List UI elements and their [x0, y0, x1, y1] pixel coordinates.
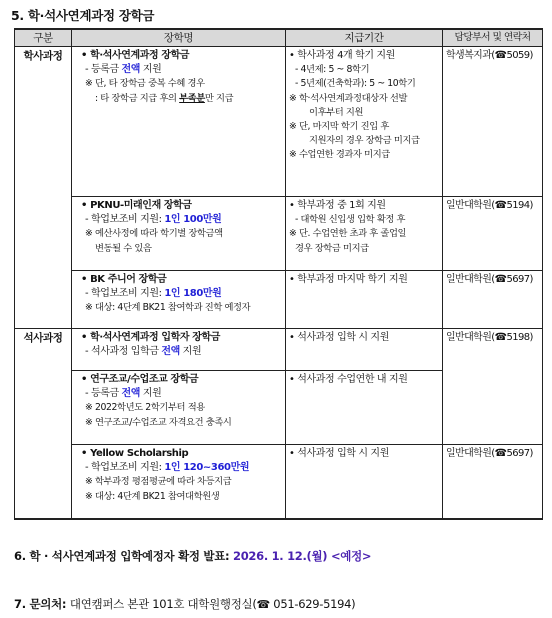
table-row [15, 47, 543, 197]
phone-icon: ☎ [256, 598, 270, 611]
item-cell [72, 47, 286, 197]
item-line: 변동될 수 있음 [95, 242, 152, 254]
item-line: - 학업보조비 지원: 1인 100만원 [85, 214, 222, 226]
table-row [15, 329, 543, 371]
item-cell [72, 271, 286, 329]
item-line: - 학업보조비 지원: 1인 180만원 [85, 288, 222, 300]
item-line: - 학업보조비 지원: 1인 120~360만원 [85, 462, 250, 474]
header-item: 장학명 [72, 29, 286, 47]
table-row [15, 445, 543, 519]
contact-cell: 학생복지과(☎5059) [443, 47, 543, 197]
period-line: ※ 단. 수업연한 초과 후 졸업일 [289, 228, 407, 240]
item-line: ※ 대상: 4단계 BK21 참여대학원생 [85, 490, 220, 502]
period-line: • 학부과정 마지막 학기 지원 [289, 274, 408, 285]
header-period: 지급기간 [286, 29, 443, 47]
scholarship-name: • 학·석사연계과정 입학자 장학금 [81, 332, 221, 343]
item-line: - 등록금 전액 지원 [85, 388, 162, 400]
period-line: ※ 학·석사연계과정대상자 선발 [289, 92, 408, 104]
item-line: ※ 예산사정에 따라 학기별 장학금액 [85, 228, 223, 240]
period-cell [286, 271, 443, 329]
item-line: : 타 장학금 지급 후의 부족분만 지급 [95, 92, 234, 104]
scholarship-name: • 학·석사연계과정 장학금 [81, 50, 190, 61]
period-line: ※ 수업연한 경과자 미지급 [289, 149, 390, 161]
category-grad: 석사과정 [15, 329, 72, 519]
contact-cell: 일반대학원(☎5198) [443, 329, 543, 445]
section-6-label: 6. 학 · 석사연계과정 입학예정자 확정 발표: [14, 549, 234, 563]
period-line: 이후부터 지원 [309, 106, 364, 118]
item-cell [72, 197, 286, 271]
contact-cell: 일반대학원(☎5697) [443, 271, 543, 329]
period-cell [286, 47, 443, 197]
period-line: • 석사과정 입학 시 지원 [289, 448, 389, 459]
scholarship-table [14, 28, 543, 520]
header-category: 구분 [15, 29, 72, 47]
table-header-row [15, 29, 543, 47]
scholarship-name: • PKNU-미래인재 장학금 [81, 200, 192, 211]
period-line: • 석사과정 수업연한 내 지원 [289, 374, 408, 385]
section-6-announcement [14, 548, 371, 564]
period-line: - 5년제(건축학과): 5 ~ 10학기 [295, 78, 416, 90]
item-cell [72, 445, 286, 519]
scholarship-name: • 연구조교/수업조교 장학금 [81, 374, 199, 385]
period-cell [286, 445, 443, 519]
item-line: ※ 대상: 4단계 BK21 참여학과 진학 예정자 [85, 302, 251, 314]
section-7-text: 대연캠퍼스 본관 101호 대학원행정실( [69, 597, 257, 611]
item-cell [72, 329, 286, 371]
period-cell [286, 197, 443, 271]
table-row [15, 197, 543, 271]
period-line: 경우 장학금 미지급 [295, 242, 369, 254]
section-7-label: 7. 문의처: [14, 597, 70, 611]
item-line: ※ 단, 타 장학금 중복 수혜 경우 [85, 78, 205, 90]
item-line: - 등록금 전액 지원 [85, 64, 162, 76]
section-6-date: 2026. 1. 12.(월) <예정> [233, 549, 372, 563]
scholarship-name: • Yellow Scholarship [81, 448, 189, 459]
item-cell [72, 371, 286, 445]
period-cell [286, 329, 443, 371]
contact-cell: 일반대학원(☎5194) [443, 197, 543, 271]
section-5-title: 5. 학·석사연계과정 장학금 [11, 8, 155, 23]
period-line: • 학사과정 4개 학기 지원 [289, 50, 395, 61]
period-line: • 학부과정 중 1회 지원 [289, 200, 386, 211]
period-cell [286, 371, 443, 445]
period-line: 지원자의 경우 장학금 미지급 [309, 135, 420, 147]
item-line: - 석사과정 입학금 전액 지원 [85, 346, 202, 358]
item-line: ※ 2022학년도 2학기부터 적용 [85, 402, 205, 414]
item-line: ※ 학부과정 평점평균에 따라 차등지급 [85, 476, 232, 488]
period-line: ※ 단, 마지막 학기 진입 후 [289, 121, 389, 133]
category-undergrad: 학사과정 [15, 47, 72, 329]
section-7-contact [14, 596, 355, 612]
period-line: - 대학원 신입생 입학 확정 후 [295, 214, 406, 226]
period-line: - 4년제: 5 ~ 8학기 [295, 64, 370, 76]
section-7-number: 051-629-5194) [269, 597, 356, 611]
contact-cell: 일반대학원(☎5697) [443, 445, 543, 519]
header-contact: 담당부서 및 연락처 [443, 29, 543, 47]
item-line: ※ 연구조교/수업조교 자격요건 충족시 [85, 416, 232, 428]
scholarship-name: • BK 주니어 장학금 [81, 274, 167, 285]
table-row [15, 271, 543, 329]
period-line: • 석사과정 입학 시 지원 [289, 332, 389, 343]
